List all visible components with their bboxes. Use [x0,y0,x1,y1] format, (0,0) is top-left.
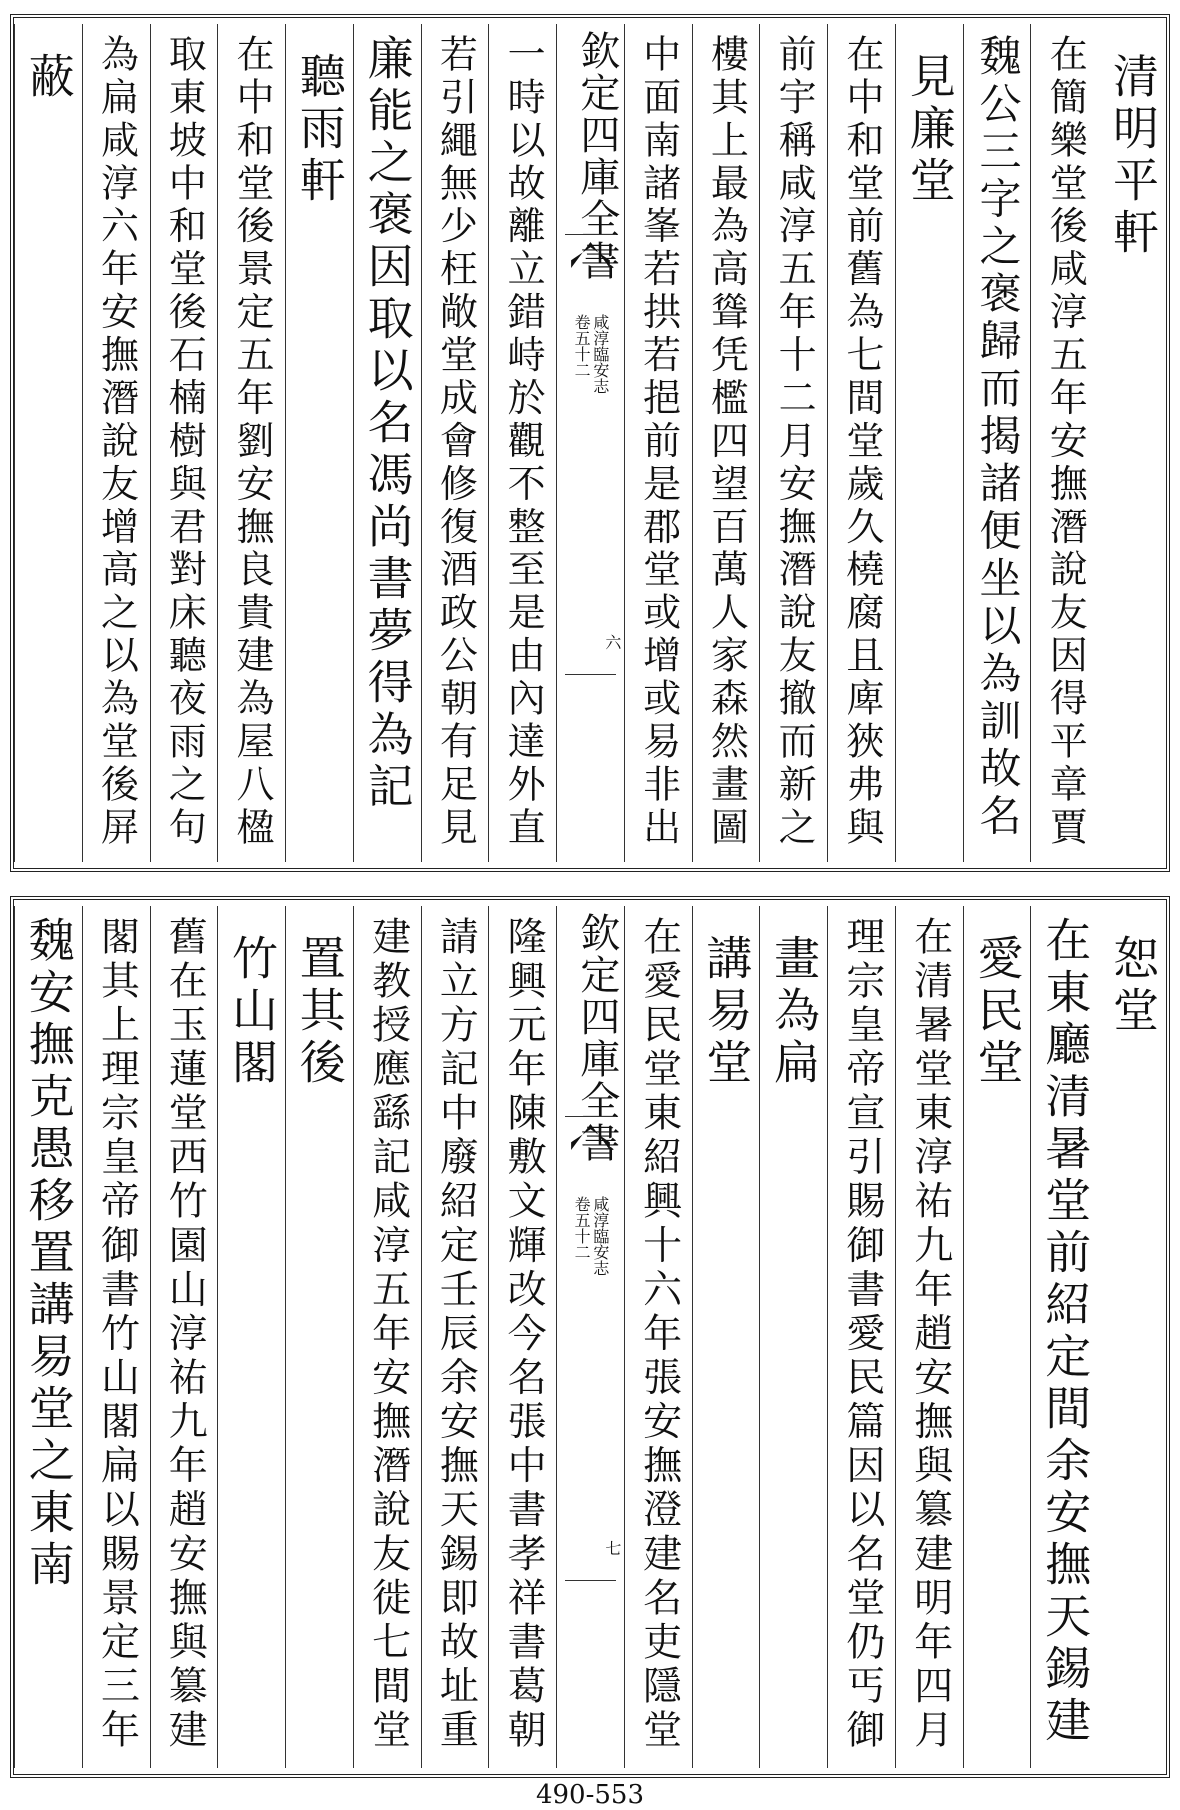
entry-text: 樓其上最為高聳凭檻四望百萬人家森然畫圖 [704,34,749,850]
entry-heading: 愛民堂 [970,934,1025,1090]
entry-heading: 聽雨軒 [292,52,347,208]
entry-text: 舊在玉蓮堂西竹園山淳祐九年趙安撫與簒建 [162,916,208,1754]
entry-text: 取東坡中和堂後石楠樹與君對床聽夜雨之句 [162,34,207,850]
text-column [421,24,489,862]
text-column [421,906,489,1768]
entry-text: 在中和堂前舊為七間堂歲久橈腐且庳狹弗與 [839,34,884,850]
page-top [10,14,1170,872]
text-column [692,24,760,862]
gutter-rule [565,674,616,675]
entry-heading: 竹山閣 [225,934,280,1090]
text-column [353,906,421,1768]
entry-heading: 恕堂 [1105,934,1160,1038]
page-bottom [10,896,1170,1778]
entry-heading: 畫為扁 [767,934,822,1090]
gutter-page-number: 七 [602,1540,622,1556]
entry-heading: 置其後 [292,934,347,1090]
text-column [488,24,556,862]
center-gutter [556,24,624,862]
text-column [827,24,895,862]
text-column [963,24,1031,862]
gutter-title: 欽定四庫全書 [573,30,620,282]
center-gutter [556,906,624,1768]
entry-text: 若引繩無少枉敞堂成會修復酒政公朝有足見 [433,34,478,850]
text-column [759,24,827,862]
text-column [1098,906,1166,1768]
entry-text: 魏安撫克愚移置講易堂之東南 [21,916,76,1592]
entry-text: 為扁咸淳六年安撫潛說友增高之以為堂後屏 [94,34,139,850]
text-column [82,906,150,1768]
text-column [759,906,827,1768]
entry-text: 在東廳清暑堂前紹定間余安撫天錫建 [1038,916,1093,1748]
text-column [217,24,285,862]
entry-text: 請立方記中廢紹定壬辰余安撫天錫即故址重 [433,916,479,1754]
text-column [82,24,150,862]
text-column [14,24,82,862]
entry-text: 廉能之褒因取以名馮尚書夢得為記 [360,34,415,814]
entry-text: 一時以故離立錯峙於觀不整至是由內達外直 [501,34,546,850]
gutter-rule [565,234,616,235]
entry-text: 閣其上理宗皇帝御書竹山閣扁以賜景定三年 [94,916,140,1754]
entry-heading: 清明平軒 [1105,52,1160,260]
entry-heading: 講易堂 [699,934,754,1090]
text-column [488,906,556,1768]
text-column [217,906,285,1768]
text-column [150,906,218,1768]
text-column [692,906,760,1768]
gutter-book-title: 咸淳臨安志 [590,1196,610,1276]
entry-text: 魏公三字之褒歸而揭諸便坐以為訓故名 [973,34,1023,841]
text-column [1030,24,1098,862]
text-column [895,906,963,1768]
text-column [624,906,692,1768]
gutter-volume: 卷五十二 [572,314,592,378]
entry-text: 在愛民堂東紹興十六年張安撫澄建名吏隱堂 [636,916,682,1754]
gutter-rule [565,1116,616,1117]
text-column [895,24,963,862]
text-column [14,906,82,1768]
gutter-volume: 卷五十二 [572,1196,592,1260]
entry-text: 在簡樂堂後咸淳五年安撫潛說友因得平章賈 [1043,34,1088,850]
gutter-title: 欽定四庫全書 [573,912,620,1164]
entry-text: 理宗皇帝宣引賜御書愛民篇因以名堂仍丐御 [839,916,885,1754]
text-column [1098,24,1166,862]
gutter-page-number: 六 [602,634,622,650]
gutter-rule [565,1580,616,1581]
gutter-book-title: 咸淳臨安志 [590,314,610,394]
text-column [1030,906,1098,1768]
text-column [353,24,421,862]
entry-heading: 見廉堂 [902,52,957,208]
entry-text: 在清暑堂東淳祐九年趙安撫與簒建明年四月 [907,916,953,1754]
page-footer-number: 490-553 [535,1780,645,1810]
entry-text: 前宇稱咸淳五年十二月安撫潛說友撤而新之 [772,34,817,850]
entry-text: 隆興元年陳敷文輝改今名張中書孝祥書葛朝 [501,916,547,1754]
entry-heading: 蔽 [21,52,76,104]
text-column [624,24,692,862]
text-column [285,24,353,862]
entry-text: 建教授應繇記咸淳五年安撫潛說友徙七間堂 [365,916,411,1754]
text-column [827,906,895,1768]
entry-text: 在中和堂後景定五年劉安撫良貴建為屋八楹 [230,34,275,850]
text-column [285,906,353,1768]
entry-text: 中面南諸峯若拱若挹前是郡堂或增或易非出 [636,34,681,850]
text-column [963,906,1031,1768]
text-column [150,24,218,862]
